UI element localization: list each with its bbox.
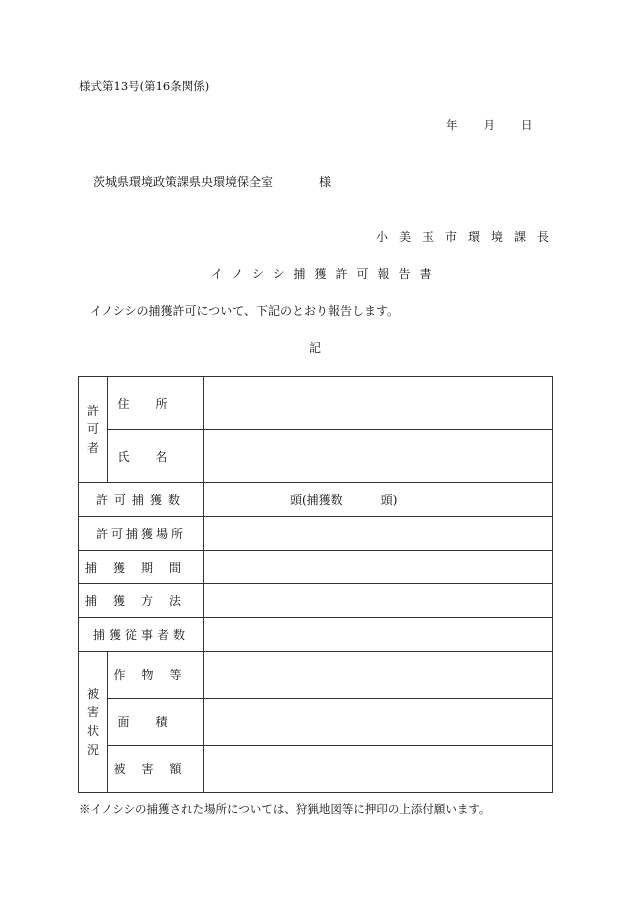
form-number: 様式第13号(第16条関係) [79, 79, 210, 93]
area-label: 面積 [108, 698, 204, 745]
table-row [79, 745, 553, 792]
table-row [79, 584, 553, 618]
permitted-count-value-cell[interactable] [204, 483, 553, 517]
count-head-text: 頭(捕獲数 [290, 493, 343, 508]
capture-method-value-cell[interactable] [204, 584, 553, 618]
permit-holder-label: 許 可 者 [79, 377, 108, 483]
ki-heading: 記 [309, 341, 322, 355]
workers-count-value-cell[interactable] [204, 618, 553, 652]
damage-amount-value-cell[interactable] [204, 745, 553, 792]
name-value-cell[interactable] [204, 430, 553, 483]
table-row [79, 550, 553, 584]
table-row [79, 651, 553, 698]
footnote: ※イノシシの捕獲された場所については、狩猟地図等に押印の上添付願います。 [79, 802, 491, 816]
table-row [79, 483, 553, 517]
address-label: 住所 [108, 377, 204, 430]
date-day-label: 日 [521, 118, 533, 132]
area-value-cell[interactable] [204, 698, 553, 745]
damage-amount-label: 被害額 [108, 745, 204, 792]
capture-method-label: 捕獲方法 [79, 584, 204, 618]
count-tail-text: 頭) [380, 493, 398, 508]
intro-text: イノシシの捕獲許可について、下記のとおり報告します。 [90, 304, 400, 318]
damage-status-label: 被 害 状 況 [79, 651, 108, 792]
date-year-label: 年 [446, 118, 458, 132]
capture-place-label: 許可捕獲場所 [79, 517, 204, 551]
report-table [78, 376, 553, 793]
table-row [79, 430, 553, 483]
name-label: 氏名 [108, 430, 204, 483]
table-row [79, 517, 553, 551]
table-row [79, 377, 553, 430]
date-line [446, 120, 533, 132]
date-month-label: 月 [483, 118, 495, 132]
capture-period-label: 捕獲期間 [79, 550, 204, 584]
addressee [93, 176, 331, 188]
workers-count-label: 捕獲従事者数 [79, 618, 204, 652]
addressee-name: 茨城県環境政策課県央環境保全室 [93, 175, 274, 189]
permitted-count-label: 許可捕獲数 [79, 483, 204, 517]
sender: 小美玉市環境課長 [376, 230, 561, 244]
table-row [79, 618, 553, 652]
crops-label: 作物等 [108, 651, 204, 698]
crops-value-cell[interactable] [204, 651, 553, 698]
honorific: 様 [319, 175, 332, 189]
document-title: イノシシ捕獲許可報告書 [211, 267, 441, 281]
address-value-cell[interactable] [204, 377, 553, 430]
table-row [79, 698, 553, 745]
capture-place-value-cell[interactable] [204, 517, 553, 551]
capture-period-value-cell[interactable] [204, 550, 553, 584]
